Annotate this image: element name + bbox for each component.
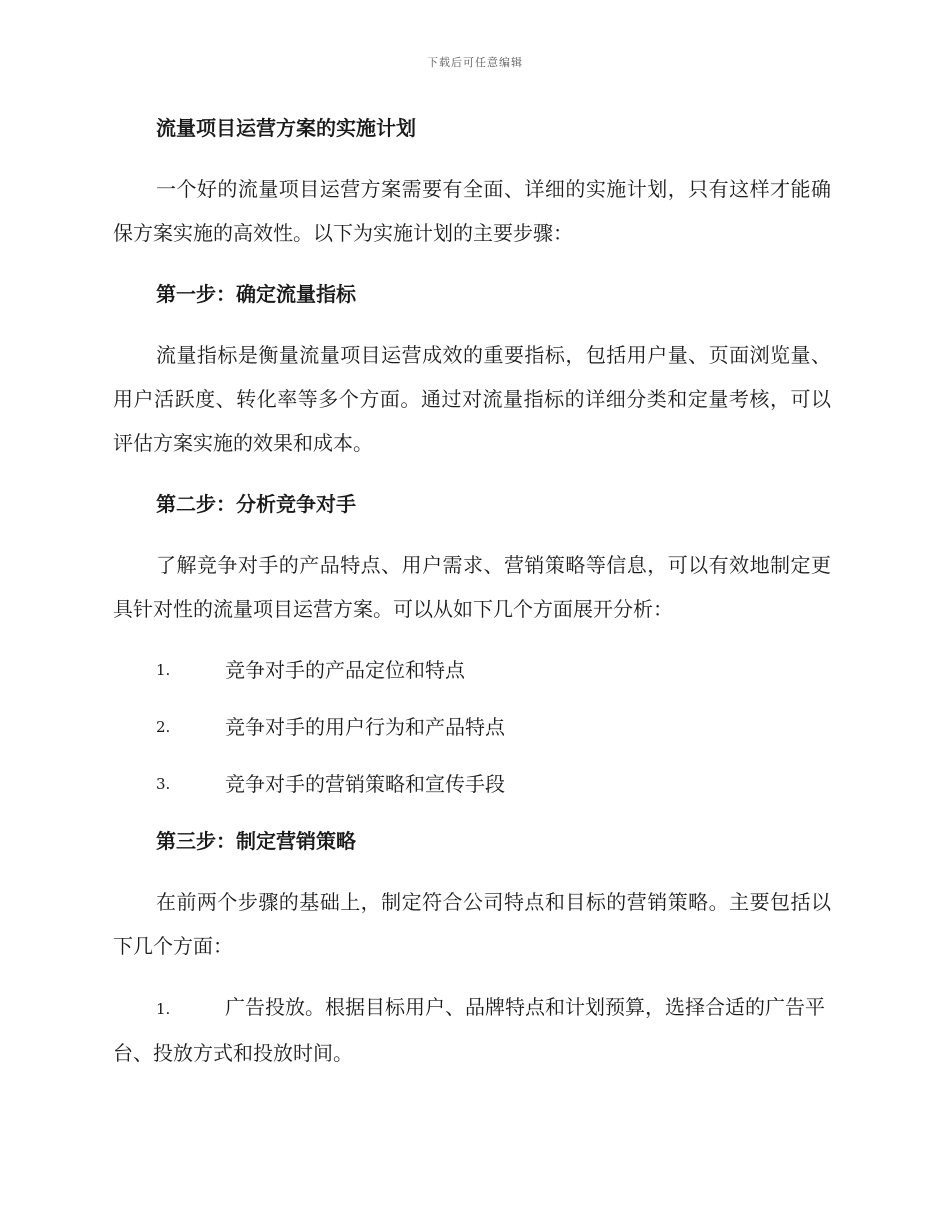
list-item-text: 竞争对手的用户行为和产品特点 bbox=[225, 715, 505, 739]
step1-paragraph: 流量指标是衡量流量项目运营成效的重要指标，包括用户量、页面浏览量、用户活跃度、转化率等多个方面。通过对流量指标的详细分类和定量考核，可以评估方案实施的效果和成本。 bbox=[113, 343, 831, 455]
document-title: 流量项目运营方案的实施计划 bbox=[156, 116, 416, 140]
list-item-number: 1. bbox=[156, 661, 171, 679]
step3-heading: 第三步：制定营销策略 bbox=[156, 829, 356, 853]
page-header: 下载后可任意编辑 bbox=[427, 56, 523, 69]
list-item-text: 竞争对手的营销策略和宣传手段 bbox=[225, 772, 505, 796]
list-item-number: 3. bbox=[156, 775, 171, 793]
list-item bbox=[113, 770, 831, 798]
list-item bbox=[113, 656, 831, 684]
list-item-text: 竞争对手的产品定位和特点 bbox=[225, 658, 465, 682]
list-item bbox=[113, 713, 831, 741]
document-body bbox=[113, 114, 831, 1104]
list-item bbox=[113, 985, 831, 1075]
list-item-number: 1. bbox=[156, 1000, 171, 1018]
list-item-text: 广告投放。根据目标用户、品牌特点和计划预算，选择合适的广告平台、投放方式和投放时间。 bbox=[113, 995, 825, 1065]
step2-heading: 第二步：分析竞争对手 bbox=[156, 492, 356, 516]
step2-paragraph: 了解竞争对手的产品特点、用户需求、营销策略等信息，可以有效地制定更具针对性的流量项目运营方案。可以从如下几个方面展开分析： bbox=[113, 553, 831, 621]
step3-paragraph: 在前两个步骤的基础上，制定符合公司特点和目标的营销策略。主要包括以下几个方面： bbox=[113, 890, 831, 958]
intro-paragraph: 一个好的流量项目运营方案需要有全面、详细的实施计划，只有这样才能确保方案实施的高效性。以下为实施计划的主要步骤： bbox=[113, 177, 831, 245]
step1-heading: 第一步：确定流量指标 bbox=[156, 282, 356, 306]
list-item-number: 2. bbox=[156, 718, 171, 736]
